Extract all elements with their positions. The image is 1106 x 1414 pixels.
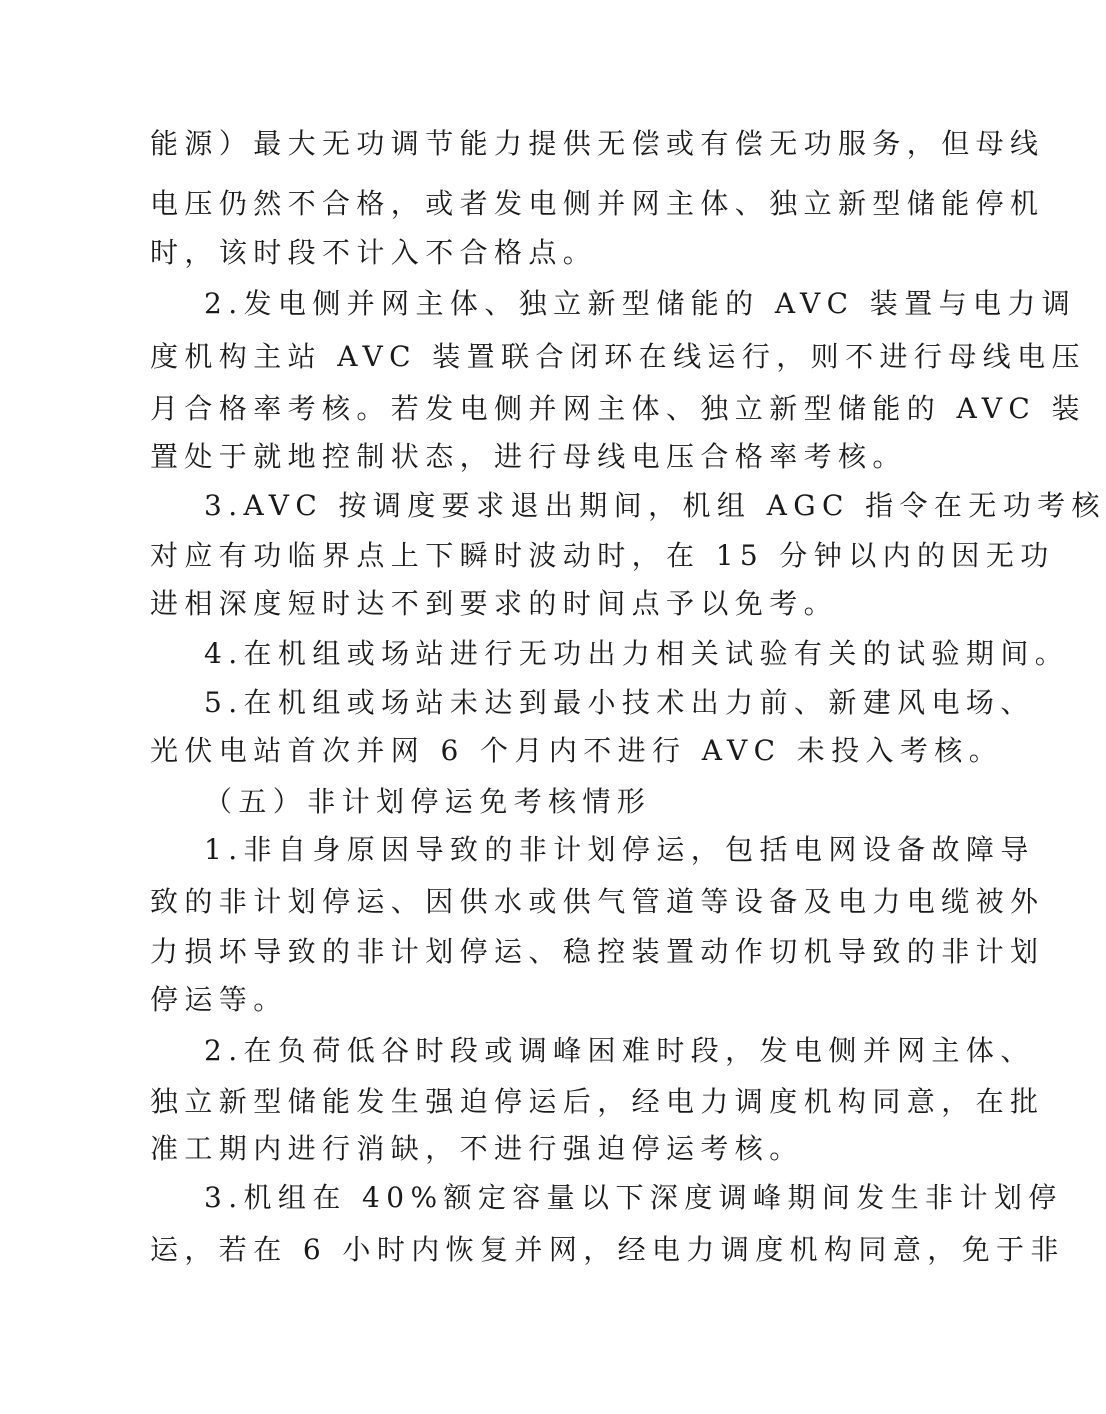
text-line-5: 度机构主站 AVC 装置联合闭环在线运行，则不进行母线电压 xyxy=(150,340,1086,373)
text-line-17: 力损坏导致的非计划停运、稳控装置动作切机导致的非计划 xyxy=(150,935,1045,968)
text-line-18: 停运等。 xyxy=(150,983,288,1016)
text-line-2: 电压仍然不合格，或者发电侧并网主体、独立新型储能停机 xyxy=(150,187,1045,220)
text-line-13: 光伏电站首次并网 6 个月内不进行 AVC 未投入考核。 xyxy=(150,734,1004,767)
text-line-23: 运，若在 6 小时内恢复并网，经电力调度机构同意，免于非 xyxy=(150,1233,1065,1266)
section-heading-5: （五）非计划停运免考核情形 xyxy=(204,785,652,818)
text-line-9: 对应有功临界点上下瞬时波动时，在 15 分钟以内的因无功 xyxy=(150,539,1055,572)
text-line-22: 3.机组在 40%额定容量以下深度调峰期间发生非计划停 xyxy=(204,1181,1063,1214)
text-line-19: 2.在负荷低谷时段或调峰困难时段，发电侧并网主体、 xyxy=(204,1034,1035,1067)
text-line-3: 时，该时段不计入不合格点。 xyxy=(150,236,598,269)
text-line-8: 3.AVC 按调度要求退出期间，机组 AGC 指令在无功考核 xyxy=(204,489,1106,522)
text-line-21: 准工期内进行消缺，不进行强迫停运考核。 xyxy=(150,1132,804,1165)
text-line-6: 月合格率考核。若发电侧并网主体、独立新型储能的 AVC 装 xyxy=(150,392,1086,425)
text-line-16: 致的非计划停运、因供水或供气管道等设备及电力电缆被外 xyxy=(150,885,1045,918)
text-line-12: 5.在机组或场站未达到最小技术出力前、新建风电场、 xyxy=(204,686,1035,719)
text-line-10: 进相深度短时达不到要求的时间点予以免考。 xyxy=(150,587,839,620)
text-line-15: 1.非自身原因导致的非计划停运，包括电网设备故障导 xyxy=(204,833,1035,866)
text-line-1: 能源）最大无功调节能力提供无偿或有偿无功服务，但母线 xyxy=(150,127,1045,160)
text-line-11: 4.在机组或场站进行无功出力相关试验有关的试验期间。 xyxy=(204,637,1070,670)
text-line-7: 置处于就地控制状态，进行母线电压合格率考核。 xyxy=(150,440,907,473)
text-line-4: 2.发电侧并网主体、独立新型储能的 AVC 装置与电力调 xyxy=(204,287,1077,320)
text-line-20: 独立新型储能发生强迫停运后，经电力调度机构同意，在批 xyxy=(150,1085,1045,1118)
